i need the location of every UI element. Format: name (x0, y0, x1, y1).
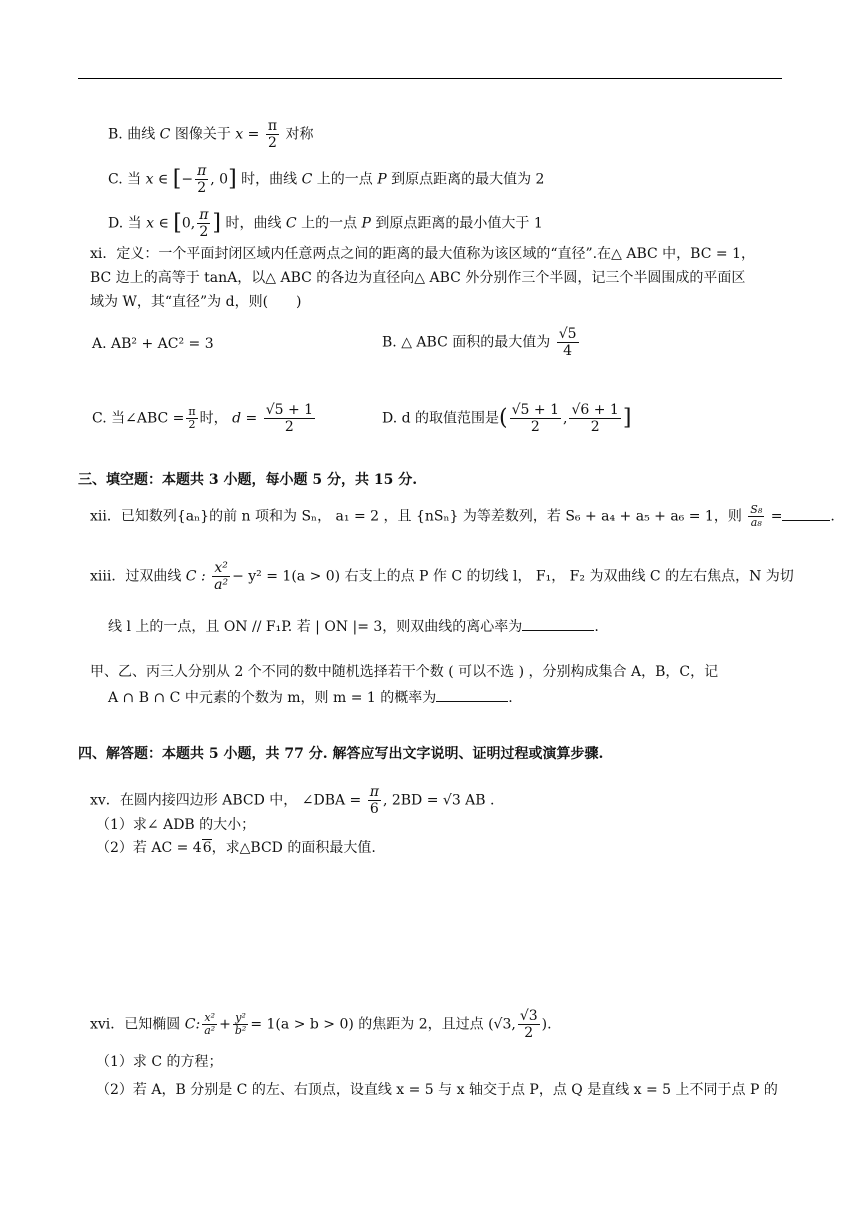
q11-line2: BC 边上的高等于 tanA，以△ ABC 的各边为直径向△ ABC 外分别作三个半圆，记三个半圆围成的平面区 (90, 270, 746, 286)
section-heading-fill-in: 三、填空题：本题共 3 小题，每小题 5 分，共 15 分. (78, 472, 418, 488)
q15: xv．在圆内接四边形 ABCD 中， ∠DBA = $\frac{\pi}{6}$ , 2BD = √3 AB . (90, 784, 495, 817)
answer-blank[interactable] (522, 630, 594, 631)
fraction: $\frac{\pi}{2}$ (267, 118, 278, 151)
fraction: $\frac{\pi}{2}$ (197, 163, 207, 196)
q12: xii．已知数列{aₙ}的前 n 项和为 Sₙ， a₁ = 2 ，且 {nSₙ} 为等差数列，若 S₆ + a₄ + a₅ + a₆ = 1，则 $\frac{\text{S₈}}{\text{a₈}}$ = . (90, 503, 835, 529)
fraction: $\frac{\text{x²}}{\text{a²}}$ (204, 1011, 216, 1037)
q11-line3: 域为 W，其“直径”为 d，则( ) (90, 294, 302, 310)
option-b: B. 曲线 C 图像关于 x = $\frac{\pi}{2}$ 对称 (108, 118, 314, 151)
fraction: $\frac{√3}{2}$ (519, 1008, 538, 1041)
fraction: $\frac{√5 + 1}{2}$ (265, 402, 314, 435)
fraction: $\frac{\pi}{6}$ (369, 784, 379, 817)
q16: xvi．已知椭圆 C: $\frac{\text{x²}}{\text{a²}}$ + $\frac{\text{y²}}{\text{b²}}$ = 1(a > b > 0) 的焦距为 2，且过点 (√3, $\frac{√3}{2}$ ). (90, 1008, 552, 1041)
q15-sub2: （2）若 AC = 46，求△BCD 的面积最大值. (96, 840, 376, 856)
option-c: C. 当 x ∈ [− $\frac{\pi}{2}$ , 0] 时，曲线 C 上的一点 P 到原点距离的最大值为 2 (108, 163, 545, 196)
q11-line1: xi．定义：一个平面封闭区域内任意两点之间的距离的最大值称为该区域的“直径”.在△ ABC 中，BC = 1， (90, 246, 755, 262)
q14-line1: 甲、乙、丙三人分别从 2 个不同的数中随机选择若干个数 ( 可以不选 ) ，分别构成集合 A，B，C，记 (90, 664, 719, 680)
section-heading-solutions: 四、解答题：本题共 5 小题，共 77 分. 解答应写出文字说明、证明过程或演算步骤. (78, 746, 604, 762)
q11-option-b: B. △ ABC 面积的最大值为 $\frac{√5}{4}$ (382, 326, 577, 359)
fraction: $\frac{\pi}{2}$ (199, 207, 209, 240)
option-d: D. 当 x ∈ [0, $\frac{\pi}{2}$ ] 时，曲线 C 上的一点 P 到原点距离的最小值大于 1 (108, 207, 543, 240)
q14-line2: A ∩ B ∩ C 中元素的个数为 m，则 m = 1 的概率为 . (108, 690, 513, 706)
fraction: $\frac{\pi}{2}$ (188, 405, 196, 431)
header-rule (78, 78, 782, 79)
answer-blank[interactable] (782, 520, 830, 521)
fraction: $\frac{\text{x²}}{\text{a²}}$ (214, 560, 229, 593)
fraction: $\frac{√5}{4}$ (558, 326, 577, 359)
fraction: $\frac{\text{y²}}{\text{b²}}$ (234, 1011, 247, 1037)
q13-line1: xiii．过双曲线 C : $\frac{\text{x²}}{\text{a²}}$ − y² = 1(a > 0) 右支上的点 P 作 C 的切线 l， F₁， F₂ 为双曲线 C 的左右焦点，N 为切 (90, 560, 794, 593)
fraction: $\frac{√6 + 1}{2}$ (571, 402, 619, 435)
q11-option-d: D. d 的取值范围是( $\frac{√5 + 1}{2}$ , $\frac{√6 + 1}{2}$ ] (382, 402, 632, 435)
q15-sub1: （1）求∠ ADB 的大小； (96, 817, 256, 833)
q16-sub1: （1）求 C 的方程； (96, 1054, 223, 1070)
q11-option-a: A. AB² + AC² = 3 (92, 336, 214, 352)
q11-option-c: C. 当∠ABC = $\frac{\pi}{2}$ 时， d = $\frac{√5 + 1}{2}$ (92, 402, 314, 435)
answer-blank[interactable] (436, 701, 508, 702)
q13-line2: 线 l 上的一点，且 ON // F₁P. 若 | ON |= 3，则双曲线的离心率为 . (108, 619, 599, 635)
q16-sub2: （2）若 A，B 分别是 C 的左、右顶点，设直线 x = 5 与 x 轴交于点 P，点 Q 是直线 x = 5 上不同于点 P 的 (96, 1082, 778, 1098)
fraction: $\frac{√5 + 1}{2}$ (511, 402, 560, 435)
fraction: $\frac{\text{S₈}}{\text{a₈}}$ (750, 503, 763, 529)
